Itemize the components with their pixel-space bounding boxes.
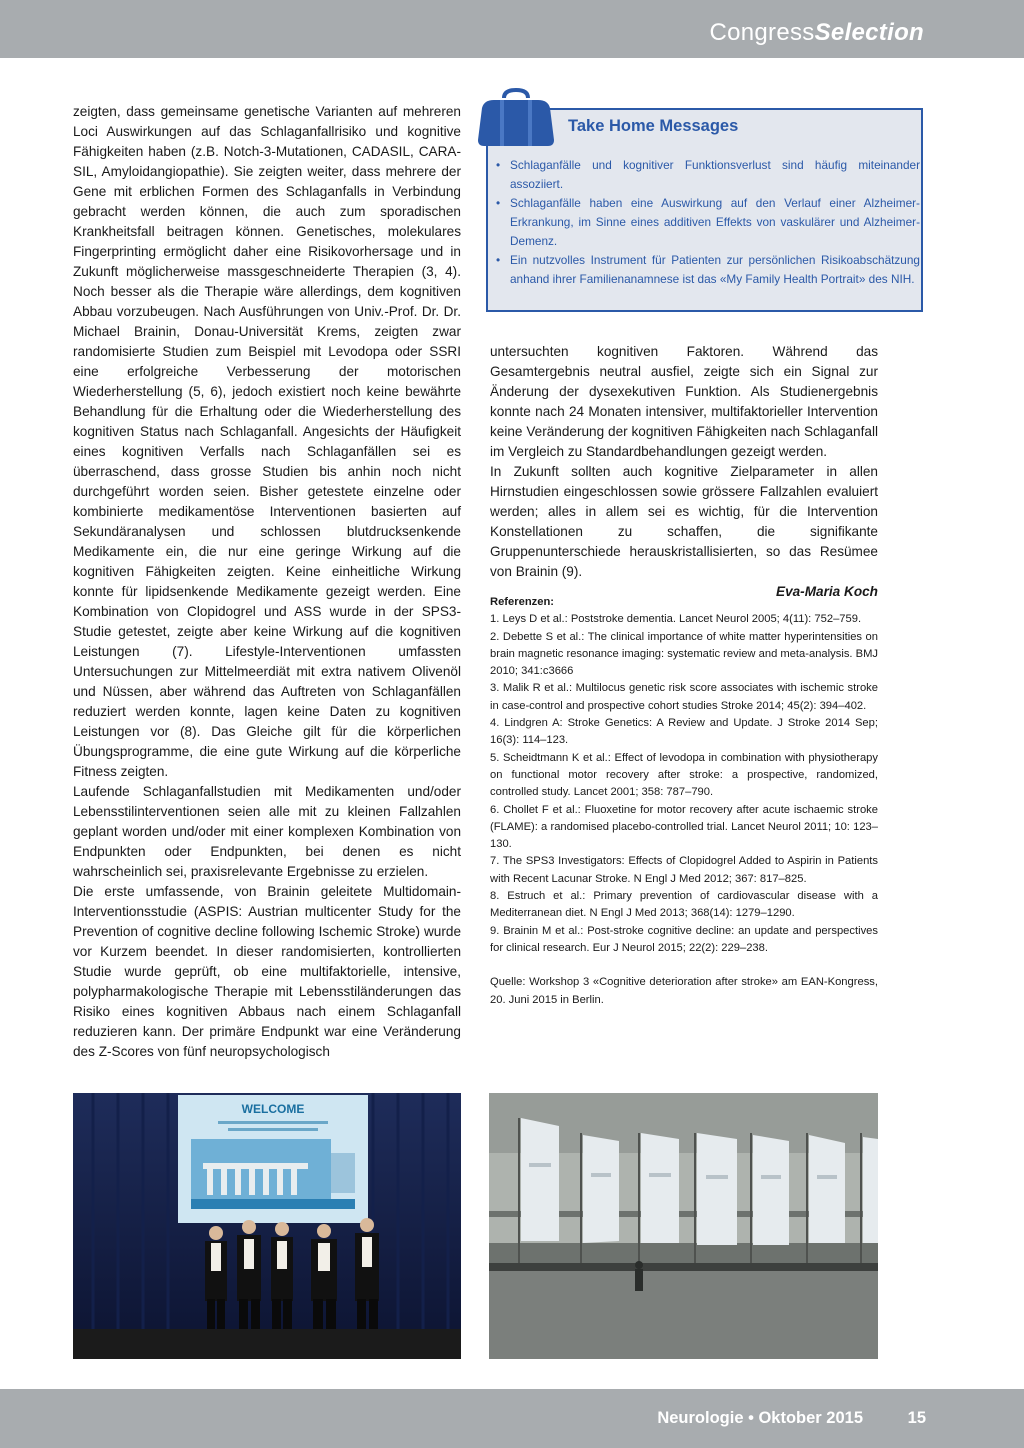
references [490, 594, 878, 1009]
list-item [494, 194, 920, 251]
brand-bold: Selection [814, 19, 924, 46]
paragraph: zeigten, dass gemeinsame genetische Varianten auf mehreren Loci Auswirkungen auf das Schlaganfallrisiko und kognitive Fähigkeiten haben (z.B. Notch-3-Mutationen, CADASIL, CARA-SIL, Amyloidangiopathie). Sie zeigten weiter, dass mehrere der Gene mit erblichen Formen des Schlaganfalls in Verbindung gebracht werden können, die auch zum sporadischen Krankheitsfall beitragen können. Genetisches, molekulares Fingerprinting ermöglicht daher eine Risikovorhersage und in Zukunft möglicherweise massgeschneiderte Therapien (3, 4). Noch besser als die Therapie wäre allerdings, dem kognitiven Abbau vorzubeugen. Nach Ausführungen von Univ.-Prof. Dr. Dr. Michael Brainin, Donau-Universität Krems, zeigten zwar randomisierte Studien zum Beispiel mit Levodopa oder SSRI eine erfolgreiche Verbesserung der motorischen Wiederherstellung (5, 6), jedoch existiert noch keine bewährte Behandlung für die Erhaltung oder die Wiederherstellung des kognitiven Status nach Schlaganfall. Angesichts der Häufigkeit eines kognitiven Verfalls nach Schlaganfällen sei es überraschend, dass grosse Studien bis anhin noch nicht durchgeführt worden seien. Bisher getestete einzelne oder kombinierte medikamentöse Interventionen basierten auf Sekundäranalysen und schlossen blutdrucksenkende Medikamente ein, die nur eine geringe Wirkung auf die kognitiven Fähigkeiten zeigten. Keine einheitliche Wirkung konnte für lipidsenkende Medikamente gezeigt werden. Eine Kombination von Clopidogrel und ASS wurde in der SPS3-Studie getestet, zeigte aber keine Wirkung auf die kognitiven Leistungen (7). Lifestyle-Interventionen umfassten Untersuchungen zur Mittelmeerdiät mit extra nativem Olivenöl und Nüssen, aber während das Auftreten von Schlaganfällen reduziert werden konnte, lagen keine Daten zu kognitiven Leistungen vor (8). Das Gleiche gilt für die körperlichen Übungsprogramme, die eine gute Wirkung auf die körperliche Fitness zeigten. [73, 104, 461, 779]
header-bar [0, 0, 1024, 58]
reference-item: 6. Chollet F et al.: Fluoxetine for motor recovery after acute ischaemic stroke (FLAME): a randomised placebo-controlled trial. Lancet Neurol 2011; 10: 123–130. [490, 803, 878, 851]
list-item-text: Ein nutzvolles Instrument für Patienten zur persönlichen Risikoabschätzung anhand ihrer Familienanamnese ist das «My Family Health Portrait» des NIH. [510, 253, 920, 286]
list-item [494, 251, 920, 289]
left-column [73, 102, 461, 1062]
reference-item: 8. Estruch et al.: Primary prevention of cardiovascular disease with a Mediterranean diet. N Engl J Med 2013; 368(14): 1279–1290. [490, 890, 878, 920]
list-item-text: Schlaganfälle und kognitiver Funktionsverlust sind häufig miteinander assoziiert. [510, 158, 920, 191]
journal-issue: Neurologie • Oktober 2015 [657, 1409, 863, 1427]
list-item [494, 156, 920, 194]
reference-item: 3. Malik R et al.: Multilocus genetic risk score associates with ischemic stroke in case-control and prospective cohort studies Stroke 2014; 45(2): 394–402. [490, 682, 878, 712]
page-number: 15 [907, 1409, 926, 1427]
take-home-list [494, 156, 920, 289]
paragraph: Die erste umfassende, von Brainin geleitete Multidomain-Interventionsstudie (ASPIS: Austrian multicenter Study for the Prevention of cognitive decline following Ischemic Stroke) wurde vor Kurzem beendet. In dieser randomisierten, kontrollierten Studie wurde geprüft, ob eine multifaktorielle, intensive, polypharmakologische Therapie mit Lebensstiländerungen das Risiko eines kognitiven Abbaus nach einem Schlaganfall reduzieren kann. Der primäre Endpunkt war eine Veränderung des Z-Scores von fünf neuropsychologisch [73, 884, 461, 1059]
references-heading: Referenzen: [490, 596, 555, 608]
bullet: • [496, 196, 501, 210]
paragraph: untersuchten kognitiven Faktoren. Während das Gesamtergebnis neutral ausfiel, zeigte sich ein Signal zur Änderung der dysexekutiven Funktion. Als Studienergebnis konnte nach 24 Monaten intensiver, multifaktorieller Intervention keine Veränderung der kognitiven Fähigkeiten nach Schlaganfall im Vergleich zu Standardbehandlungen gezeigt werden. [490, 344, 878, 459]
reference-item: 4. Lindgren A: Stroke Genetics: A Review and Update. J Stroke 2014 Sep; 16(3): 114–123. [490, 717, 878, 747]
paragraph: Laufende Schlaganfallstudien mit Medikamenten und/oder Lebensstilinterventionen seien alle mit zu kleinen Fallzahlen geplant worden und/oder mit einer komplexen Kombination von Endpunkten oder Endpunkten, bei denen es nicht wahrscheinlich sei, praxisrelevante Ergebnisse zu erzielen. [73, 784, 461, 879]
screen-welcome-text: WELCOME [241, 1102, 305, 1116]
stage-illustration [73, 1093, 461, 1359]
paragraph: In Zukunft sollten auch kognitive Zielparameter in allen Hirnstudien eingeschlossen sowie grössere Fallzahlen evaluiert werden; alles in allem sei es wichtig, für die Intervention Konstellationen zu schaffen, die signifikante Gruppenunterschiede herauskristallisierten, so das Resümee von Brainin (9). [490, 464, 878, 579]
photo-congress-stage [73, 1093, 461, 1359]
right-column [490, 342, 878, 602]
footer-bar [0, 1389, 1024, 1448]
brand-light: Congress [709, 19, 815, 46]
bullet: • [496, 253, 501, 267]
banners-illustration [489, 1093, 878, 1359]
bullet: • [496, 158, 501, 172]
reference-item: 7. The SPS3 Investigators: Effects of Clopidogrel Added to Aspirin in Patients with Recent Lacunar Stroke. N Engl J Med 2012; 367: 817–825. [490, 855, 878, 885]
photo-congress-banners [489, 1093, 878, 1359]
author-name: Eva-Maria Koch [776, 584, 878, 599]
doctor-bag-icon [476, 88, 556, 148]
take-home-title: Take Home Messages [568, 117, 739, 135]
reference-item: 5. Scheidtmann K et al.: Effect of levodopa in combination with physiotherapy on functional motor recovery after stroke: a prospective, randomized, controlled study. Lancet 2001; 358: 787–790. [490, 751, 878, 799]
list-item-text: Schlaganfälle haben eine Auswirkung auf den Verlauf einer Alzheimer-Erkrankung, im Sinne eines additiven Effekts von vaskulärer und Alzheimer-Demenz. [510, 196, 920, 248]
reference-item: 2. Debette S et al.: The clinical importance of white matter hyperintensities on brain magnetic resonance imaging: systematic review and meta-analysis. BMJ 2010; 341:c3666 [490, 630, 879, 678]
reference-item: 9. Brainin M et al.: Post-stroke cognitive decline: an update and perspectives for clinical research. Eur J Neurol 2015; 22(2): 229–238. [490, 924, 878, 954]
source-note: Quelle: Workshop 3 «Cognitive deterioration after stroke» am EAN-Kongress, 20. Juni 2015 in Berlin. [490, 976, 878, 1006]
reference-item: 1. Leys D et al.: Poststroke dementia. Lancet Neurol 2005; 4(11): 752–759. [490, 613, 862, 626]
brand-logo [709, 18, 924, 48]
